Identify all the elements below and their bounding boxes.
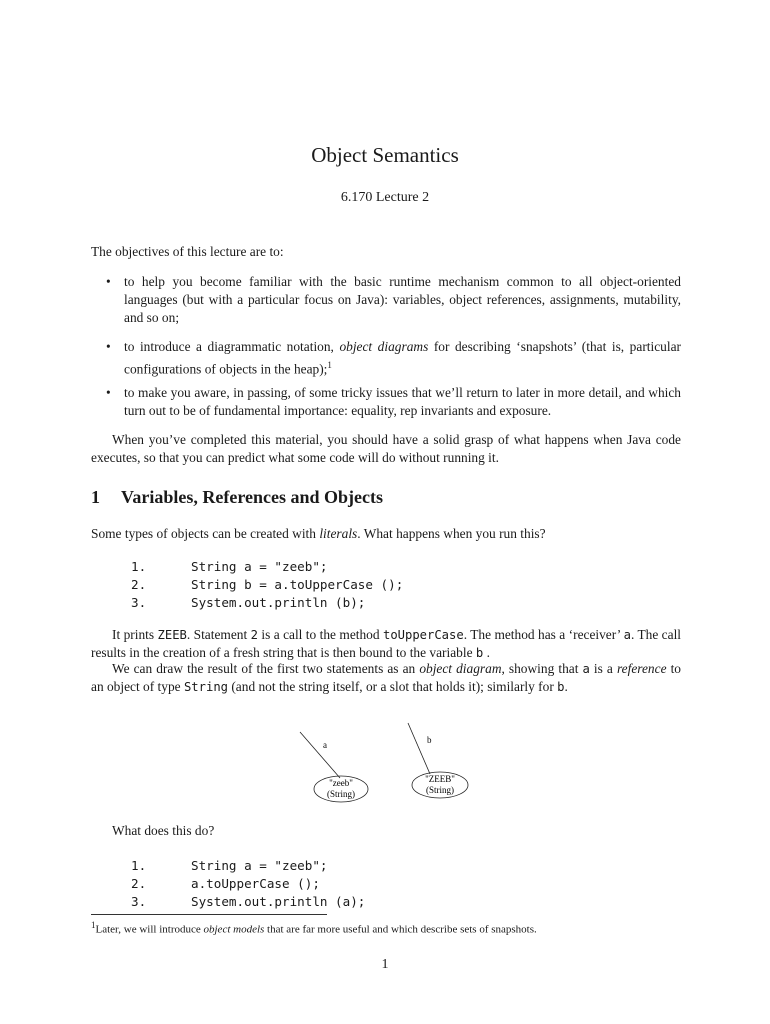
section-title: Variables, References and Objects	[121, 487, 383, 507]
section-heading	[91, 487, 383, 508]
line-number: 2.	[131, 577, 147, 592]
code-block-1	[131, 558, 403, 612]
page-number: 1	[381, 957, 389, 972]
text: . The call results in the creation of a fresh string that is then bound to the variable	[91, 627, 682, 660]
text: . Statement	[186, 627, 251, 642]
text: We can draw the result of the first two statements as an	[112, 661, 420, 676]
inline-code: b	[557, 680, 565, 694]
bullet-text: to make you aware, in passing, of some tricky issues that we’ll return to later in more detail, and which turn out to be of fundamental importance: equality, rep invariants and exposure.	[124, 385, 681, 418]
line-number: 3.	[131, 595, 147, 610]
text: It prints	[112, 627, 158, 642]
text: that are far more useful and which describe sets of snapshots.	[264, 923, 537, 936]
line-number: 2.	[131, 876, 147, 891]
text: (and not the string itself, or a slot that holds it); similarly for	[228, 679, 558, 694]
code-line	[131, 558, 403, 576]
object-type-text: (String)	[426, 785, 454, 795]
code-line	[131, 857, 365, 875]
code-line	[131, 594, 403, 612]
page-title: Object Semantics	[311, 143, 459, 167]
line-number: 1.	[131, 858, 147, 873]
prints-paragraph	[91, 626, 681, 662]
code-text: String a = "zeeb";	[191, 858, 328, 873]
text: .	[483, 645, 490, 660]
completed-paragraph: When you’ve completed this material, you should have a solid grasp of what happens when Java code executes, so that you can predict what some code will do without running it.	[91, 432, 681, 465]
object-value-text: "ZEEB"	[425, 774, 455, 784]
bullet-text: to help you become familiar with the basic runtime mechanism common to all object-oriented languages (but with a particular focus on Java): variables, object references, assignments, mutability, and so on;	[124, 274, 681, 325]
bullet-text: for describing ‘snapshots’ (that is, particular configurations of objects in the heap);	[124, 339, 681, 377]
question-text: What does this do?	[112, 823, 215, 838]
emphasis: literals	[319, 526, 358, 541]
draw-paragraph	[91, 660, 681, 696]
code-block-2	[131, 857, 365, 911]
footnote-mark: 1	[91, 920, 96, 930]
text: . The method has a ‘receiver’	[463, 627, 624, 642]
inline-code: b	[475, 646, 484, 660]
code-text: System.out.println (a);	[191, 894, 366, 909]
text: to an object of type	[91, 661, 682, 694]
inline-code: a	[623, 628, 631, 642]
inline-code: ZEEB	[157, 628, 187, 642]
text: Some types of objects can be created with	[91, 526, 320, 541]
inline-code: String	[183, 680, 228, 694]
section-number: 1	[91, 487, 100, 507]
code-line	[131, 576, 403, 594]
bullet-item-1	[106, 273, 681, 327]
bullet-dot-icon: •	[106, 339, 111, 354]
footnote-marker[interactable]: 1	[327, 360, 332, 370]
object-diagram	[290, 718, 490, 808]
text: Later, we will introduce	[95, 923, 204, 936]
line-number: 3.	[131, 894, 147, 909]
text: is a call to the method	[257, 627, 383, 642]
inline-code: 2	[250, 628, 258, 642]
footnote	[91, 918, 691, 937]
bullet-item-3	[106, 384, 681, 420]
code-text: System.out.println (b);	[191, 595, 366, 610]
text: is a	[589, 661, 617, 676]
footnote-divider	[91, 914, 327, 915]
reference-arrow-b	[408, 723, 430, 774]
code-text: String a = "zeeb";	[191, 559, 328, 574]
text: .	[564, 679, 568, 694]
variable-label-a: a	[323, 740, 327, 750]
inline-code: toUpperCase	[382, 628, 464, 642]
line-number: 1.	[131, 559, 147, 574]
object-type-text: (String)	[327, 789, 355, 799]
bullet-dot-icon: •	[106, 385, 111, 400]
code-line	[131, 893, 365, 911]
bullet-emphasis: object diagrams	[339, 339, 429, 354]
code-text: String b = a.toUpperCase ();	[191, 577, 404, 592]
literals-paragraph	[91, 525, 681, 543]
bullet-dot-icon: •	[106, 274, 111, 289]
variable-label-b: b	[427, 735, 432, 745]
object-value-text: "zeeb"	[329, 778, 353, 788]
emphasis: object diagram	[419, 661, 502, 676]
code-text: a.toUpperCase ();	[191, 876, 320, 891]
intro-text: The objectives of this lecture are to:	[91, 244, 284, 259]
page-subtitle: 6.170 Lecture 2	[340, 190, 430, 205]
emphasis: object models	[203, 923, 265, 936]
emphasis: reference	[616, 661, 667, 676]
bullet-item-2	[106, 338, 681, 378]
inline-code: a	[582, 662, 590, 676]
text: , showing that	[501, 661, 583, 676]
reference-arrow-a	[300, 732, 340, 778]
text: . What happens when you run this?	[357, 526, 546, 541]
bullet-text: to introduce a diagrammatic notation,	[124, 339, 340, 354]
code-line	[131, 875, 365, 893]
